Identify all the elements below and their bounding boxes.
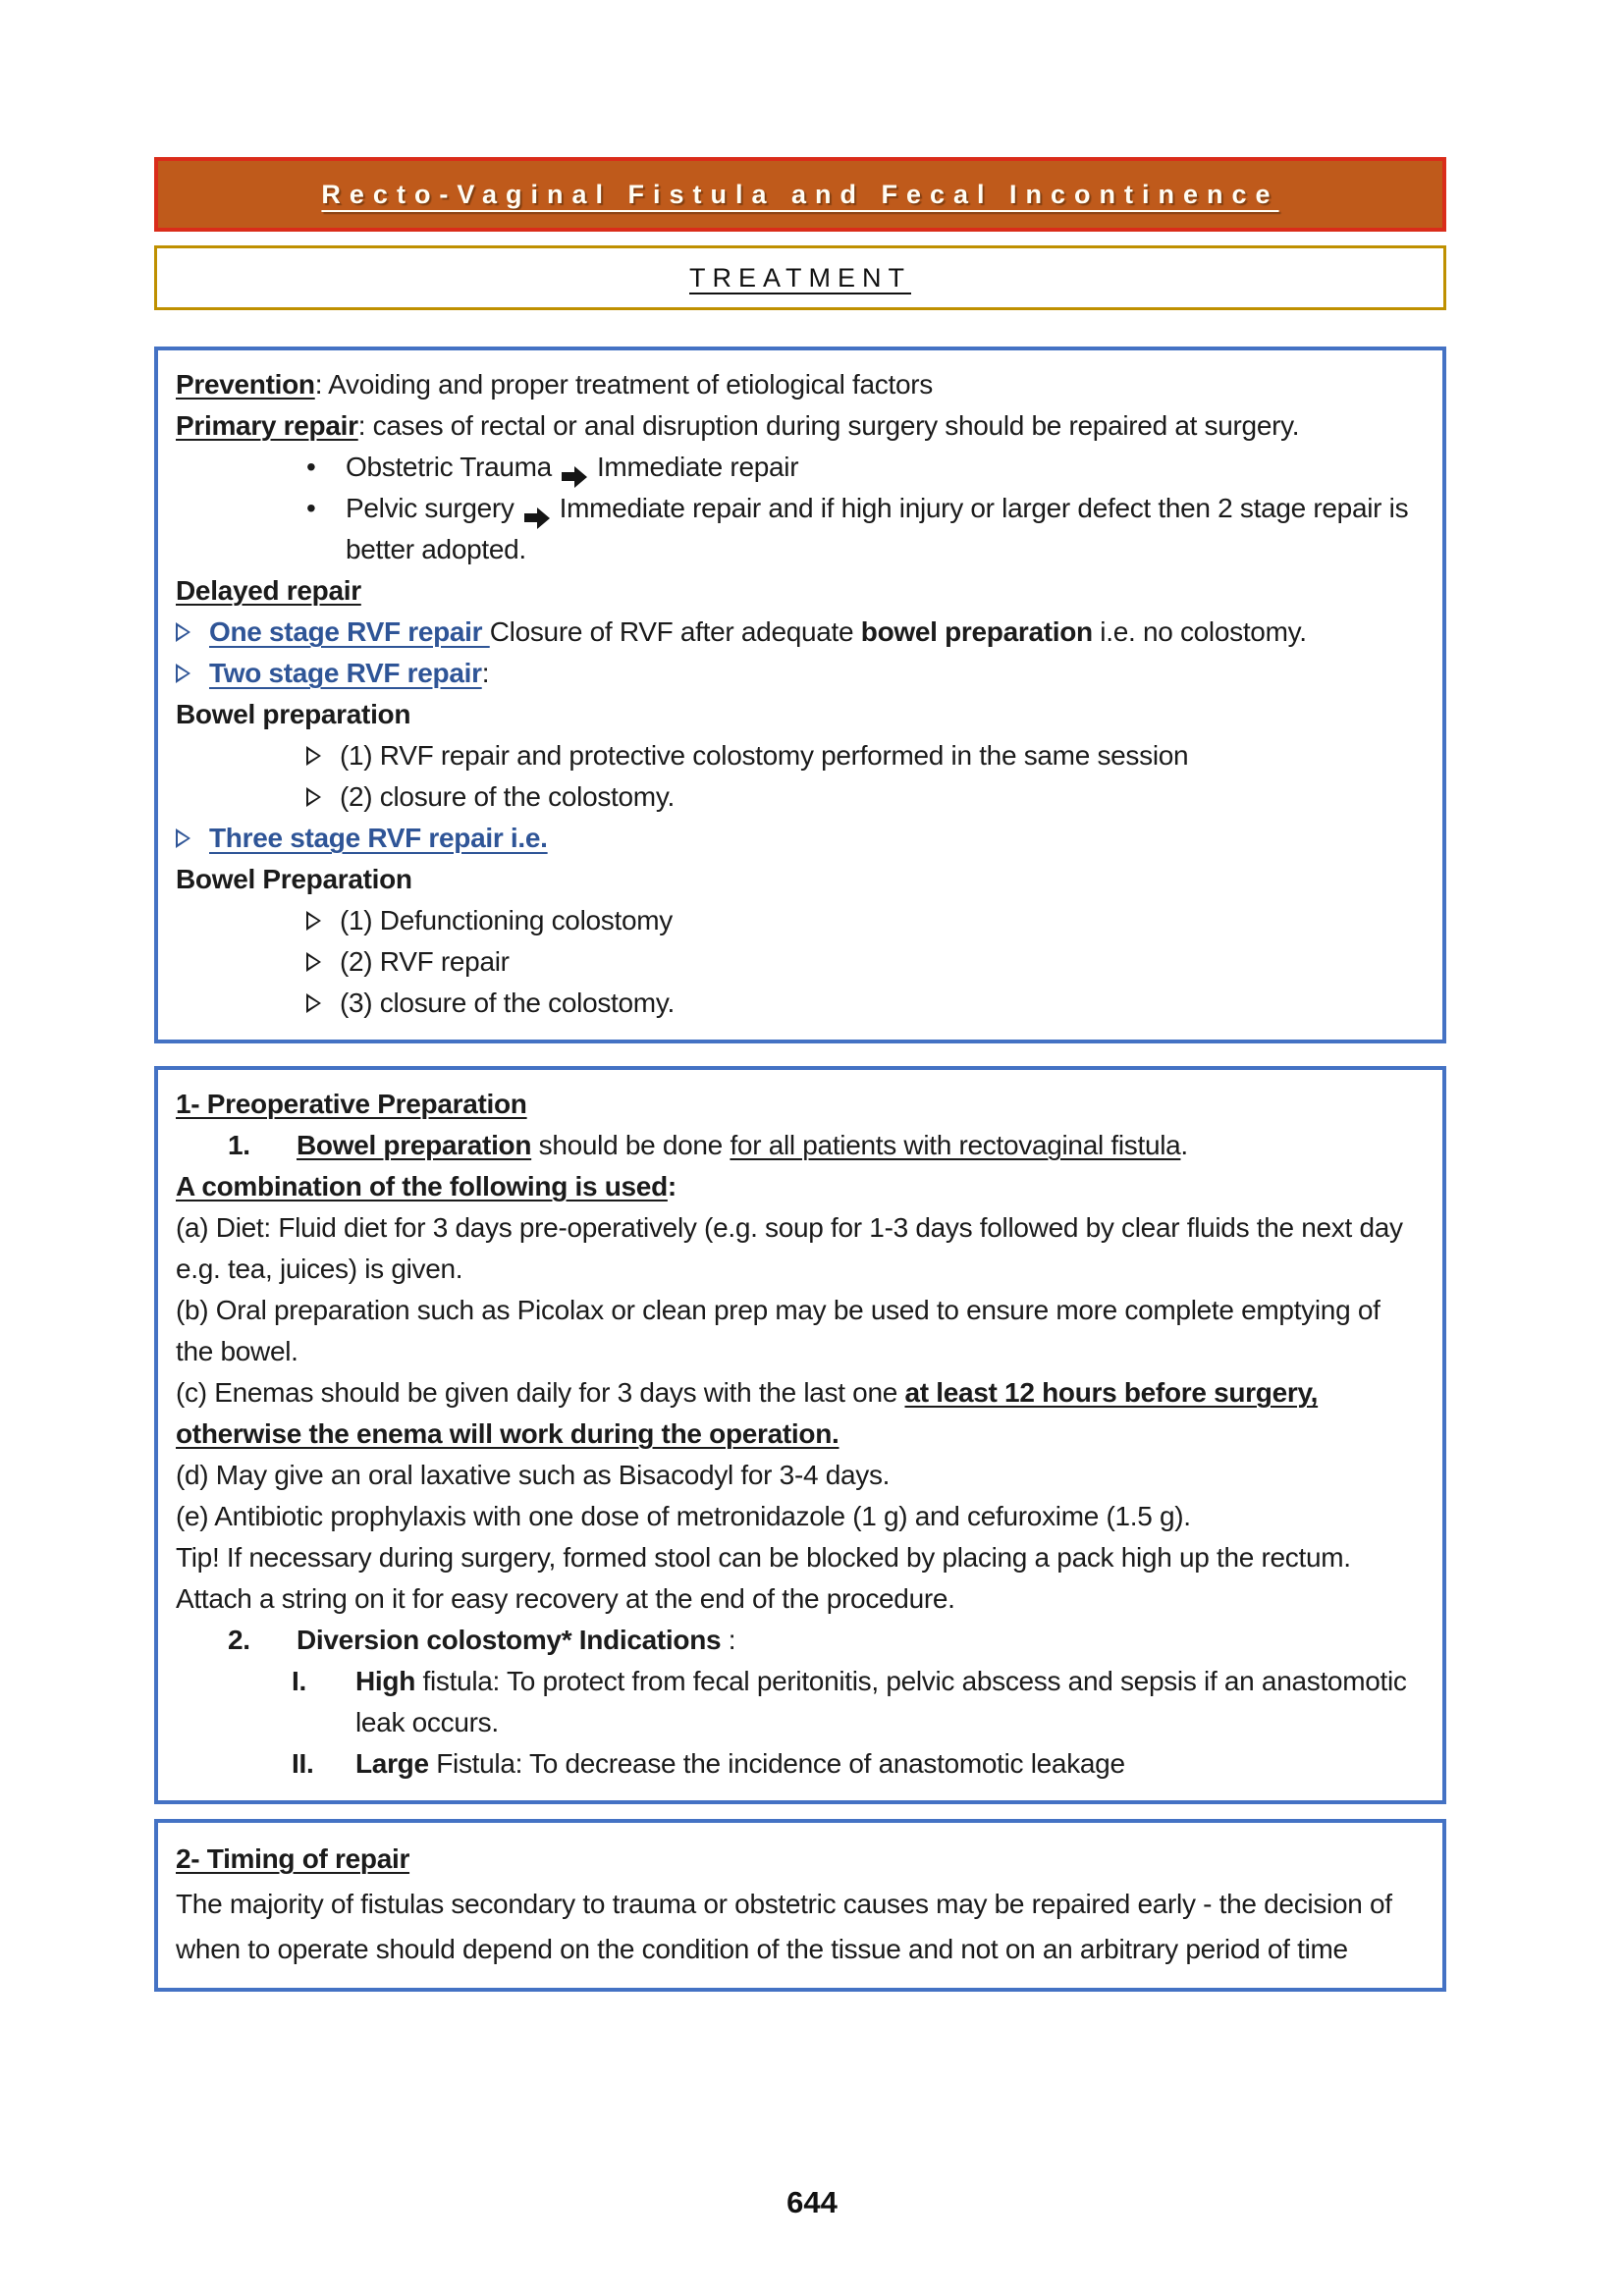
three-stage-sub-label: Bowel Preparation [176, 864, 412, 894]
chevron-shape [306, 952, 321, 972]
one-stage-text [209, 612, 1423, 653]
pelvic-surgery-pre: Pelvic surgery [346, 493, 514, 523]
chevron-shape [176, 622, 190, 642]
preop-heading [176, 1084, 1423, 1125]
item-number: 2. [228, 1625, 250, 1655]
preoperative-preparation-box [154, 1066, 1446, 1804]
chevron-shape [306, 787, 321, 807]
timing-of-repair-box [154, 1819, 1446, 1992]
high-fistula-item [292, 1661, 1423, 1743]
large-label: Large [355, 1748, 429, 1779]
bowel-preparation-label: Bowel preparation [297, 1130, 532, 1160]
large-fistula-text [355, 1743, 1423, 1785]
obstetric-trauma-pre: Obstetric Trauma [346, 452, 552, 482]
tip-paragraph: Tip! If necessary during surgery, formed stool can be blocked by placing a pack high up the rectum. Attach a string on it for easy recovery at the end of the procedure. [176, 1542, 1351, 1614]
preop-heading-label: 1- Preoperative Preparation [176, 1089, 527, 1119]
pelvic-surgery-item [306, 488, 1423, 570]
enemas-paragraph [176, 1372, 1423, 1455]
chevron-bullet-icon [176, 653, 209, 694]
one-stage-bold: bowel preparation [860, 616, 1093, 647]
oral-preparation-paragraph: (b) Oral preparation such as Picolax or clean prep may be used to ensure more complete emptying of the bowel. [176, 1295, 1380, 1366]
delayed-repair-heading [176, 570, 1423, 612]
right-arrow-icon [524, 507, 550, 529]
three-stage-step2-text: (2) RVF repair [340, 946, 510, 977]
diversion-colostomy-colon: : [721, 1625, 736, 1655]
two-stage-colon: : [481, 658, 490, 688]
delayed-repair-label: Delayed repair [176, 575, 361, 606]
large-fistula-rest: Fistula: To decrease the incidence of anastomotic leakage [428, 1748, 1125, 1779]
two-stage-step2-text: (2) closure of the colostomy. [340, 781, 675, 812]
one-stage-item [176, 612, 1423, 653]
enemas-warning: at least 12 hours before surgery, otherwise the enema will work during the operation. [176, 1377, 1319, 1449]
roman-numeral: II. [292, 1748, 314, 1779]
arrow-head [574, 466, 587, 488]
bowel-preparation-text [297, 1125, 1423, 1166]
chevron-bullet-icon [306, 983, 340, 1024]
pelvic-surgery-post: Immediate repair and if high injury or larger defect then 2 stage repair is better adopted. [346, 493, 1409, 564]
three-stage-item [176, 818, 1423, 859]
chevron-shape [176, 664, 190, 683]
combination-line [176, 1166, 1423, 1207]
three-stage-link: Three stage RVF repair i.e. [209, 823, 548, 853]
obstetric-trauma-text [346, 447, 1423, 488]
chevron-shape [306, 746, 321, 766]
antibiotic-paragraph: (e) Antibiotic prophylaxis with one dose of metronidazole (1 g) and cefuroxime (1.5 g). [176, 1501, 1191, 1531]
two-stage-link: Two stage RVF repair [209, 658, 482, 688]
arrow-head [537, 507, 550, 529]
pelvic-surgery-text [346, 488, 1423, 570]
three-stage-text [209, 818, 1423, 859]
chevron-bullet-icon [306, 776, 340, 818]
obstetric-trauma-post: Immediate repair [596, 452, 799, 482]
two-stage-item [176, 653, 1423, 694]
high-fistula-rest: fistula: To protect from fecal peritonitis, pelvic abscess and sepsis if an anastomotic leak occurs. [355, 1666, 1407, 1737]
bowel-preparation-mid: should be done [531, 1130, 731, 1160]
combination-colon: : [667, 1171, 677, 1201]
bowel-preparation-item [228, 1125, 1423, 1166]
high-label: High [355, 1666, 416, 1696]
bullet-icon: • [306, 452, 316, 482]
chapter-title: Recto-Vaginal Fistula and Fecal Incontinence [321, 179, 1279, 209]
one-stage-link: One stage RVF repair [209, 616, 490, 647]
bowel-preparation-end: . [1180, 1130, 1188, 1160]
chevron-bullet-icon [306, 941, 340, 983]
primary-repair-line [176, 405, 1423, 447]
chevron-bullet-icon [176, 612, 209, 653]
laxative-paragraph: (d) May give an oral laxative such as Bisacodyl for 3-4 days. [176, 1460, 891, 1490]
bullet-icon: • [306, 493, 316, 523]
timing-heading-label: 2- Timing of repair [176, 1843, 410, 1874]
enemas-pre: (c) Enemas should be given daily for 3 days with the last one [176, 1377, 905, 1408]
arrow-shaft [524, 513, 537, 522]
two-stage-sub-label: Bowel preparation [176, 699, 411, 729]
three-stage-step3-text: (3) closure of the colostomy. [340, 988, 675, 1018]
one-stage-pre: Closure of RVF after adequate [489, 616, 861, 647]
diversion-colostomy-label: Diversion colostomy* Indications [297, 1625, 722, 1655]
combination-label: A combination of the following is used [176, 1171, 668, 1201]
chevron-bullet-icon [306, 735, 340, 776]
diet-paragraph: (a) Diet: Fluid diet for 3 days pre-operatively (e.g. soup for 1-3 days followed by clear fluids the next day e.g. tea, juices) is given. [176, 1212, 1403, 1284]
three-stage-step1 [306, 900, 1423, 941]
three-stage-step3 [306, 983, 1423, 1024]
treatment-title-box [154, 245, 1446, 310]
chapter-banner [154, 157, 1446, 232]
three-stage-step1-text: (1) Defunctioning colostomy [340, 905, 673, 935]
chevron-shape [306, 911, 321, 931]
two-stage-step2 [306, 776, 1423, 818]
item-number: 1. [228, 1130, 250, 1160]
primary-repair-text: : cases of rectal or anal disruption during surgery should be repaired at surgery. [357, 410, 1300, 441]
section-title: TREATMENT [689, 262, 911, 293]
prevention-line [176, 364, 1423, 405]
timing-heading [176, 1837, 1423, 1882]
high-fistula-text [355, 1661, 1423, 1743]
page-content [154, 0, 1446, 1992]
large-fistula-item [292, 1743, 1423, 1785]
chevron-shape [306, 993, 321, 1013]
obstetric-trauma-item [306, 447, 1423, 488]
page-number: 644 [786, 2185, 838, 2219]
prevention-label: Prevention [176, 369, 315, 400]
timing-body: The majority of fistulas secondary to trauma or obstetric causes may be repaired early - the decision of when to operate should depend on the condition of the tissue and not on an arbitrary period of time [176, 1889, 1392, 1964]
two-stage-step1 [306, 735, 1423, 776]
arrow-shaft [562, 472, 574, 481]
two-stage-step1-text: (1) RVF repair and protective colostomy performed in the same session [340, 740, 1189, 771]
two-stage-text [209, 653, 1423, 694]
roman-numeral: I. [292, 1666, 306, 1696]
chevron-bullet-icon [176, 818, 209, 859]
bowel-preparation-underlined: for all patients with rectovaginal fistula [730, 1130, 1181, 1160]
primary-repair-label: Primary repair [176, 410, 358, 441]
prevention-text: : Avoiding and proper treatment of etiological factors [314, 369, 933, 400]
diversion-colostomy-text [297, 1620, 1423, 1661]
chevron-bullet-icon [306, 900, 340, 941]
prevention-repair-box [154, 347, 1446, 1043]
chevron-shape [176, 828, 190, 848]
three-stage-step2 [306, 941, 1423, 983]
right-arrow-icon [562, 466, 587, 488]
diversion-colostomy-item [228, 1620, 1423, 1661]
one-stage-post: i.e. no colostomy. [1092, 616, 1307, 647]
